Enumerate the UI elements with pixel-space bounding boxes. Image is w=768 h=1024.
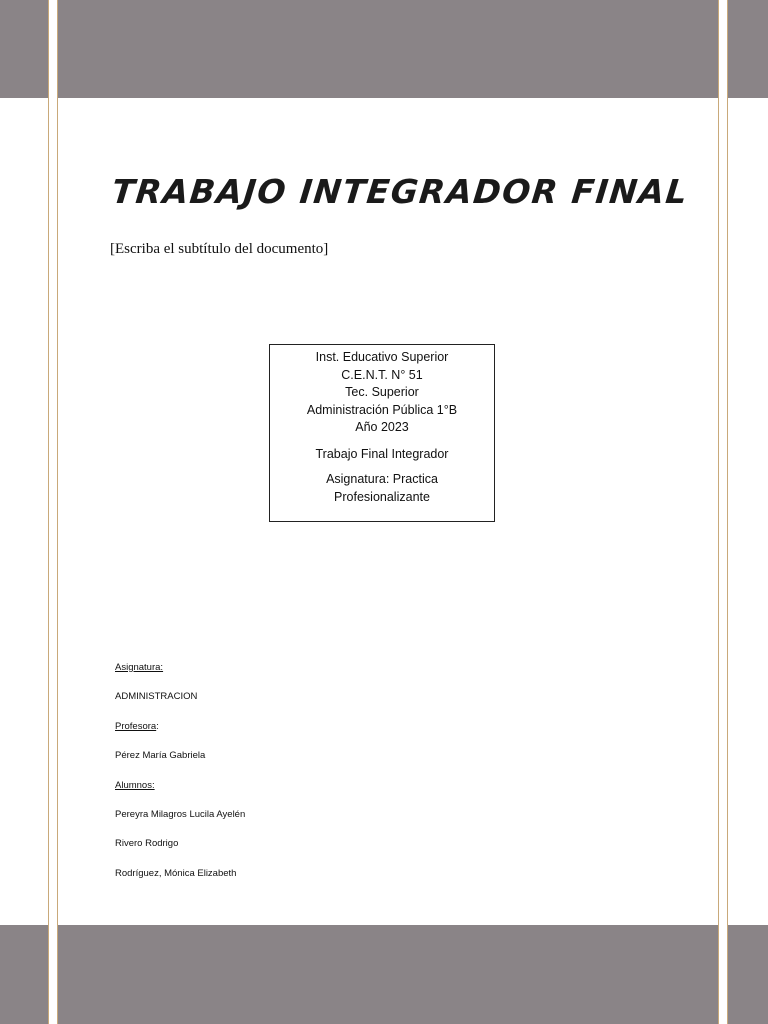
header-band [0,0,768,98]
title-container [109,170,691,211]
info-line: Administración Pública 1°B [306,402,458,417]
left-border-line-outer [48,0,49,1024]
institution-info-box [269,344,495,522]
teacher-value: Pérez María Gabriela [115,750,206,762]
subject-line: Profesionalizante [334,489,430,504]
subject-line: Asignatura: Practica [326,472,438,486]
students-label: Alumnos: [115,779,155,791]
student-name: Rodríguez, Mónica Elizabeth [115,867,237,879]
work-title: Trabajo Final Integrador [315,446,449,461]
right-border-line-outer [727,0,728,1024]
document-details [115,660,245,895]
student-name: Rivero Rodrigo [115,838,179,850]
student-name: Pereyra Milagros Lucila Ayelén [115,808,246,820]
info-line: C.E.N.T. N° 51 [341,367,423,382]
footer-band [0,925,768,1024]
teacher-label-colon: : [156,720,159,732]
document-subtitle[interactable]: [Escriba el subtítulo del documento] [110,241,329,257]
info-line: Tec. Superior [345,385,419,399]
document-title: TRABAJO INTEGRADOR FINAL [109,172,691,211]
subject-value: ADMINISTRACION [115,691,198,703]
info-line: Inst. Educativo Superior [315,350,449,364]
info-line: Año 2023 [355,420,409,434]
right-border-line-inner [718,0,719,1024]
teacher-label: Profesora [115,720,157,732]
subject-label: Asignatura: [115,662,164,673]
